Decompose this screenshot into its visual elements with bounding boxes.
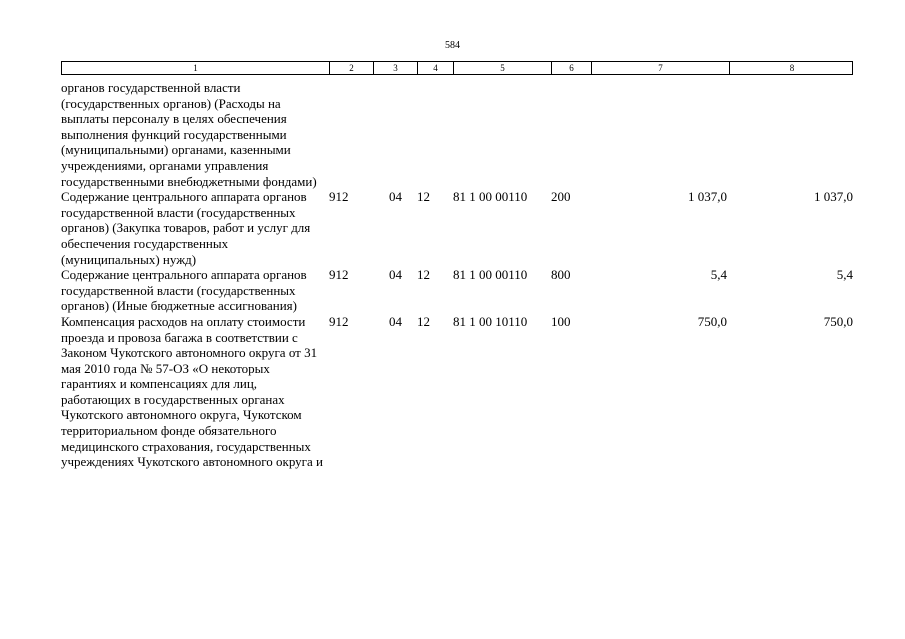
row-section: 04 bbox=[389, 267, 402, 283]
row-subsection: 12 bbox=[417, 313, 430, 329]
row-name: органов государственной власти (государственных органов) (Расходы на выплаты персоналу в целях обеспечения выполнения функций государственными (муниципальными) органами, казенными учреждениями, органами управления государственными внебюджетными фондами) bbox=[61, 80, 317, 189]
column-header-8: 8 bbox=[789, 63, 795, 73]
row-grbs: 912 bbox=[329, 267, 349, 283]
table-row bbox=[61, 314, 853, 470]
table-header-row bbox=[61, 61, 853, 75]
column-header-3: 3 bbox=[374, 62, 418, 74]
row-sum-2: 1 037,0 bbox=[814, 189, 853, 205]
page-number: 584 bbox=[445, 40, 460, 51]
row-sum-1: 5,4 bbox=[710, 267, 727, 283]
row-target-code: 81 1 00 00110 bbox=[453, 267, 528, 283]
row-name: Содержание центрального аппарата органов государственной власти (государственных органов) (Иные бюджетные ассигнования) bbox=[61, 267, 307, 314]
column-header-2: 2 bbox=[330, 62, 374, 74]
row-section bbox=[373, 80, 417, 189]
row-section: 04 bbox=[389, 189, 402, 205]
row-sum-2 bbox=[729, 80, 853, 189]
column-header-5: 5 bbox=[454, 62, 552, 74]
table-row bbox=[61, 80, 853, 189]
row-subsection bbox=[417, 80, 453, 189]
row-grbs: 912 bbox=[329, 313, 349, 329]
row-subsection: 12 bbox=[417, 189, 430, 205]
row-grbs bbox=[329, 80, 373, 189]
column-header-7: 7 bbox=[592, 62, 730, 74]
row-sum-2: 5,4 bbox=[836, 267, 853, 283]
row-sum-1: 750,0 bbox=[697, 313, 727, 329]
row-name: Содержание центрального аппарата органов государственной власти (государственных органов) (Закупка товаров, работ и услуг для обеспечения государственных (муниципальных) нужд) bbox=[61, 189, 311, 267]
table-body bbox=[61, 80, 853, 470]
row-name: Компенсация расходов на оплату стоимости проезда и провоза багажа в соответствии с Законом Чукотского автономного округа от 31 мая 2010 года № 57-ОЗ «О некоторых гарантиях и компенсациях для лиц, работающих в государственных органах Чукотского автономного округа, Чукотском территориальном фонде обязательного медицинского страхования, государственных учреждениях Чукотского автономного округа и bbox=[61, 313, 323, 470]
row-sum-1: 1 037,0 bbox=[688, 189, 727, 205]
row-subsection: 12 bbox=[417, 267, 430, 283]
table-row bbox=[61, 189, 853, 267]
row-expense-type: 100 bbox=[551, 313, 571, 329]
row-sum-1 bbox=[591, 80, 729, 189]
column-header-6: 6 bbox=[552, 62, 592, 74]
row-target-code bbox=[453, 80, 551, 189]
row-target-code: 81 1 00 00110 bbox=[453, 189, 528, 205]
table-row bbox=[61, 267, 853, 314]
column-header-1: 1 bbox=[62, 62, 330, 74]
column-header-4: 4 bbox=[418, 62, 454, 74]
row-expense-type: 800 bbox=[551, 267, 571, 283]
row-grbs: 912 bbox=[329, 189, 349, 205]
row-section: 04 bbox=[389, 313, 402, 329]
row-target-code: 81 1 00 10110 bbox=[453, 313, 528, 329]
row-expense-type bbox=[551, 80, 591, 189]
row-sum-2: 750,0 bbox=[823, 313, 853, 329]
row-expense-type: 200 bbox=[551, 189, 571, 205]
